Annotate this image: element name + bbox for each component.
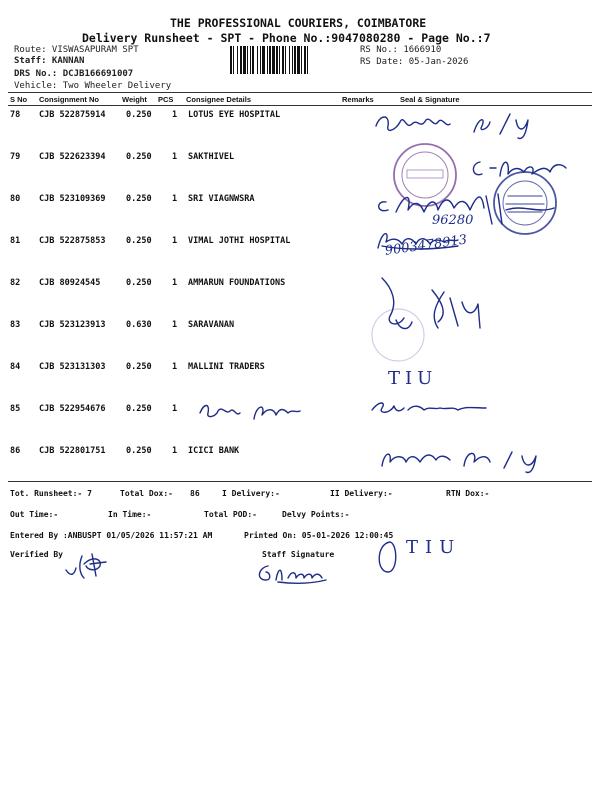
company-title: THE PROFESSIONAL COURIERS, COIMBATORE [170,16,427,30]
cell-weight: 0.250 [126,278,152,288]
cell-pcs: 1 [172,110,178,120]
row81-phone-1: 96280 [432,213,474,228]
col-seal-signature: Seal & Signature [400,95,460,104]
cell-pcs: 1 [172,236,178,246]
route-label: Route: VISWASAPURAM SPT [14,45,139,55]
cell-sno: 86 [10,446,21,456]
barcode [230,46,358,74]
signature-row85-consignee [196,399,306,423]
cell-sno: 81 [10,236,21,246]
verified-by: Verified By [10,550,63,559]
cell-weight: 0.250 [126,446,152,456]
cell-sno: 85 [10,404,21,414]
signature-row86 [378,444,548,472]
cell-sno: 79 [10,152,21,162]
vehicle-label: Vehicle: Two Wheeler Delivery [14,81,172,91]
rs-date: RS Date: 05-Jan-2026 [360,57,469,67]
tot-runsheet: Tot. Runsheet:- 7 [10,489,92,498]
cell-weight: 0.250 [126,194,152,204]
cell-consignment: CJB 522954676 [39,404,106,414]
cell-consignee: ICICI BANK [188,446,240,456]
staff-label: Staff: KANNAN [14,56,85,66]
signature-row78 [372,108,532,138]
cell-consignment: CJB 80924545 [39,278,101,288]
cell-consignment: CJB 522875914 [39,110,106,120]
footer-note: TIU [406,537,462,558]
printed-on: Printed On: 05-01-2026 12:00:45 [244,531,394,540]
cell-sno: 83 [10,320,21,330]
cell-consignment: CJB 522623394 [39,152,106,162]
ii-delivery: II Delivery:- [330,489,393,498]
staff-signature [254,562,334,584]
cell-weight: 0.250 [126,236,152,246]
cell-consignment: CJB 523131303 [39,362,106,372]
runsheet-title: Delivery Runsheet - SPT - Phone No.:9047080280 - Page No.:7 [82,31,491,45]
cell-consignee: VIMAL JOTHI HOSPITAL [188,236,291,246]
cell-weight: 0.630 [126,320,152,330]
in-time: In Time:- [108,510,152,519]
col-remarks: Remarks [342,95,374,104]
cell-sno: 82 [10,278,21,288]
cell-pcs: 1 [172,446,178,456]
cell-pcs: 1 [172,152,178,162]
total-dox: Total Dox:- [120,489,173,498]
cell-consignment: CJB 523123913 [39,320,106,330]
footer-circle-mark [374,538,404,578]
cell-pcs: 1 [172,278,178,288]
total-pod: Total POD:- [204,510,257,519]
i-delivery: I Delivery:- [222,489,280,498]
verified-by-signature [62,550,112,580]
col-pcs: PCS [158,95,174,104]
row81-phone-2: 9003478913 [384,232,469,259]
rs-number: RS No.: 1666910 [360,45,442,55]
cell-pcs: 1 [172,404,178,414]
entered-by: Entered By :ANBUSPT 01/05/2026 11:57:21 AM [10,531,213,540]
cell-consignee: LOTUS EYE HOSPITAL [188,110,281,120]
col-consignment: Consignment No [39,95,99,104]
total-dox-value: 86 [190,489,200,498]
drs-number: DRS No.: DCJB166691007 [14,69,134,79]
out-time: Out Time:- [10,510,59,519]
cell-consignee: MALLINI TRADERS [188,362,265,372]
cell-weight: 0.250 [126,110,152,120]
cell-consignment: CJB 522801751 [39,446,106,456]
cell-weight: 0.250 [126,362,152,372]
cell-pcs: 1 [172,320,178,330]
cell-pcs: 1 [172,362,178,372]
cell-weight: 0.250 [126,152,152,162]
cell-consignee: SARAVANAN [188,320,235,330]
cell-consignee: SRI VIAGNWSRA [188,194,255,204]
staff-signature-label: Staff Signature [262,550,335,559]
signature-row79 [466,152,576,182]
signature-row82 [378,272,498,352]
cell-weight: 0.250 [126,404,152,414]
row84-note: TIU [388,368,438,389]
col-weight: Weight [122,95,147,104]
cell-sno: 84 [10,362,21,372]
cell-sno: 80 [10,194,21,204]
col-consignee: Consignee Details [186,95,252,104]
cell-consignee: SAKTHIVEL [188,152,235,162]
col-sno: S No [10,95,28,104]
delvy-points: Delvy Points:- [282,510,350,519]
cell-consignment: CJB 523109369 [39,194,106,204]
rtn-dox: RTN Dox:- [446,489,490,498]
cell-consignment: CJB 522875853 [39,236,106,246]
cell-pcs: 1 [172,194,178,204]
signature-row85 [368,398,498,418]
cell-consignee: AMMARUN FOUNDATIONS [188,278,286,288]
cell-sno: 78 [10,110,21,120]
